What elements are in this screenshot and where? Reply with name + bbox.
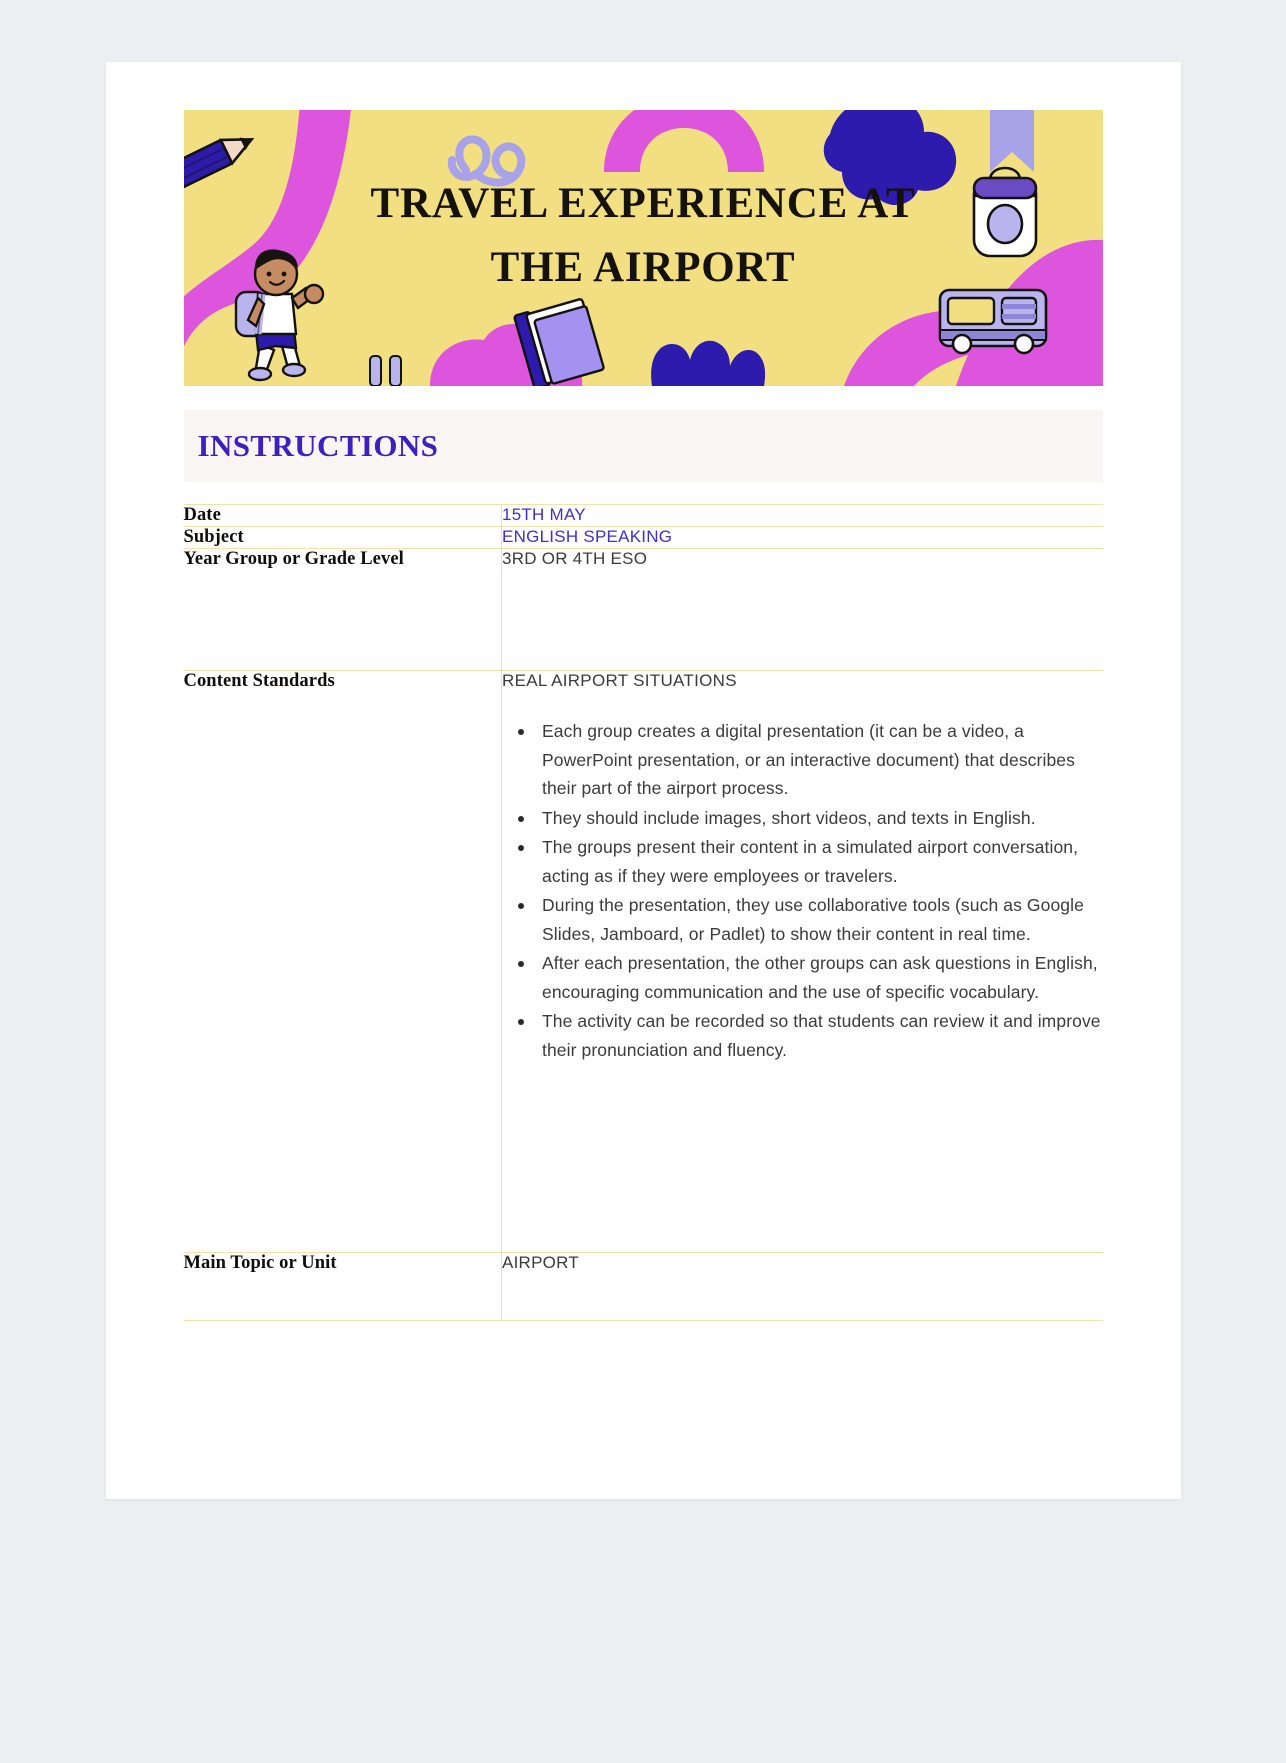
banner-decoration-illustration <box>184 110 1103 386</box>
list-item: After each presentation, the other groups can ask questions in English, encouraging communication and the use of specific vocabulary. <box>540 949 1103 1006</box>
row-value-date: 15TH MAY <box>502 505 586 524</box>
content-standards-list <box>502 717 1103 1064</box>
row-value-subject: ENGLISH SPEAKING <box>502 527 673 546</box>
row-label-year-group: Year Group or Grade Level <box>184 549 502 671</box>
row-label-main-topic: Main Topic or Unit <box>184 1253 502 1321</box>
banner-header <box>184 110 1103 386</box>
list-item: They should include images, short videos, and texts in English. <box>540 804 1103 833</box>
table-row <box>184 527 1103 549</box>
row-value-year-group: 3RD OR 4TH ESO <box>502 549 648 568</box>
banner-title-line-1: TRAVEL EXPERIENCE AT <box>370 180 916 227</box>
content-standards-heading: REAL AIRPORT SITUATIONS <box>502 671 737 690</box>
list-item: Each group creates a digital presentation (it can be a video, a PowerPoint presentation, or an interactive document) that describes their part of the airport process. <box>540 717 1103 803</box>
table-row <box>184 1253 1103 1321</box>
instructions-section-band <box>184 410 1103 482</box>
list-item: During the presentation, they use collaborative tools (such as Google Slides, Jamboard, or Padlet) to show their content in real time. <box>540 891 1103 948</box>
document-content <box>184 110 1103 1321</box>
table-row <box>184 505 1103 527</box>
banner-title-line-2: THE AIRPORT <box>490 243 796 291</box>
lesson-info-table <box>184 504 1103 1321</box>
table-row <box>184 671 1103 1253</box>
row-value-content-standards <box>502 671 1103 1253</box>
row-label-date: Date <box>184 505 502 527</box>
row-value-main-topic: AIRPORT <box>502 1253 580 1272</box>
document-sheet <box>106 62 1181 1499</box>
instructions-heading: INSTRUCTIONS <box>197 428 439 463</box>
list-item: The activity can be recorded so that students can review it and improve their pronunciation and fluency. <box>540 1007 1103 1064</box>
row-label-subject: Subject <box>184 527 502 549</box>
row-label-content-standards: Content Standards <box>184 671 502 1253</box>
table-row <box>184 549 1103 671</box>
list-item: The groups present their content in a simulated airport conversation, acting as if they were employees or travelers. <box>540 833 1103 890</box>
